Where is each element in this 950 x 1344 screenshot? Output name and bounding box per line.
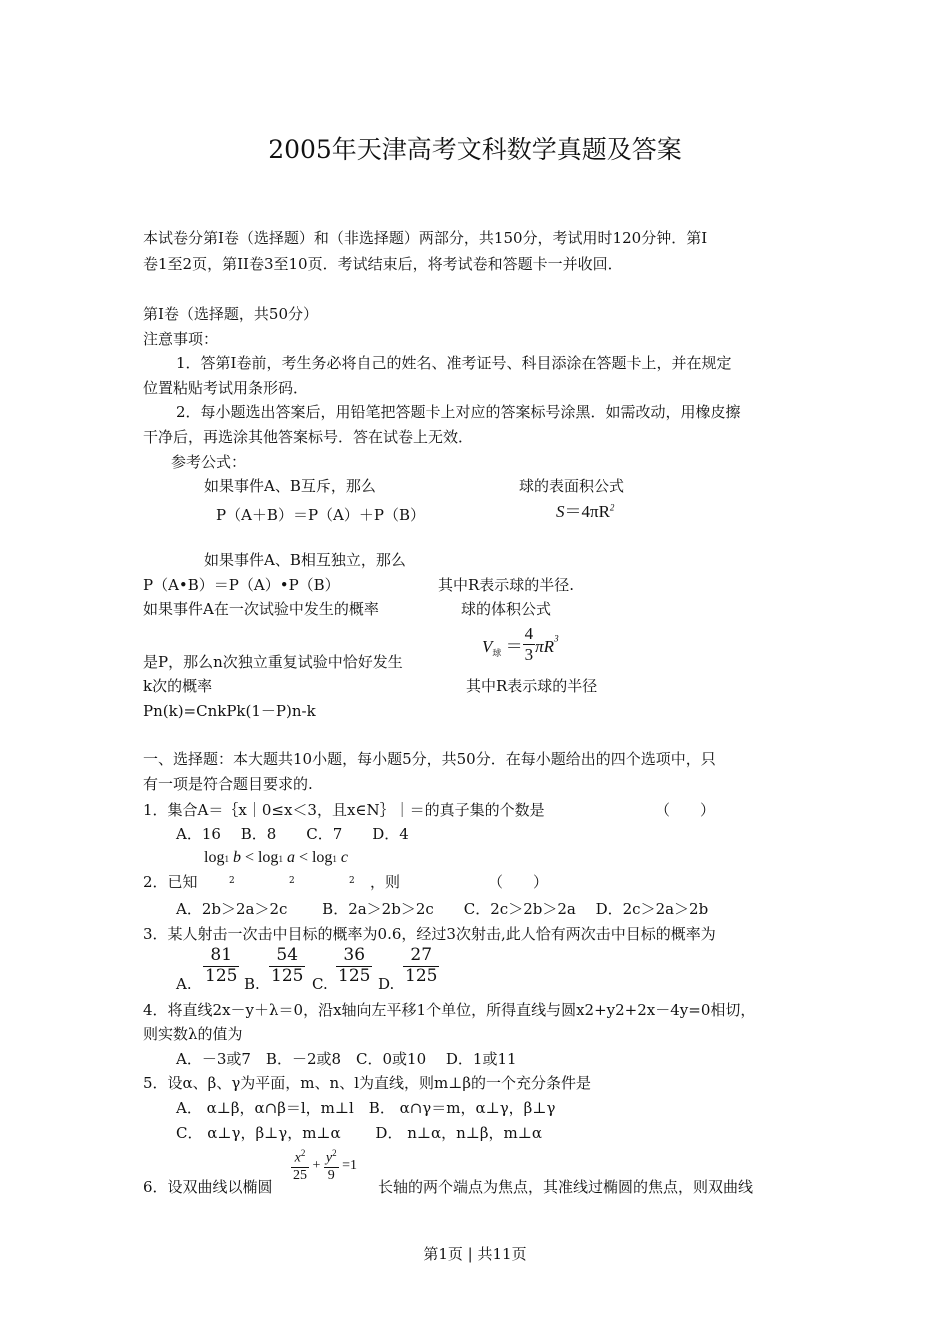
q2-base-den-2: 2	[289, 876, 295, 886]
note-1-line-2: 位置粘贴考试用条形码．	[143, 379, 309, 397]
q3-stem: 3．某人射击一次击中目标的概率为0.6，经过3次射击,此人恰有两次击中目标的概率为	[143, 925, 716, 943]
q6-x: x	[294, 1150, 301, 1166]
q6-stem-b: 长轴的两个端点为焦点，其准线过椭圆的焦点，则双曲线	[378, 1178, 754, 1196]
q3-a-num: 81	[210, 945, 233, 965]
sphere-vol-num: 4	[524, 624, 534, 643]
sphere-vol-fraction	[523, 624, 536, 664]
mutex-formula: P（A＋B）＝P（A）＋P（B）	[216, 506, 425, 524]
q6-y: y	[325, 1150, 333, 1166]
q3-frac-c	[336, 946, 372, 986]
note-2-line-2: 干净后，再选涂其他答案标号．答在试卷上无效．	[143, 428, 474, 446]
radius-note-1: 其中R表示球的半径.	[438, 576, 575, 594]
q3-b-den: 125	[271, 965, 304, 986]
sphere-vol-label: 球的体积公式	[461, 600, 552, 618]
q2-lt-1: <	[244, 849, 254, 866]
q3-opt-c: C.	[312, 975, 328, 993]
section1-line-2: 有一项是符合题目要求的.	[143, 775, 313, 793]
q6-y-exp: 2	[332, 1148, 337, 1158]
q3-c-num: 36	[343, 945, 366, 965]
q2-paren: （ ）	[488, 873, 549, 891]
q6-den-1: 25	[293, 1167, 307, 1183]
q2-base-2: 1	[278, 854, 283, 864]
q4-stem-1: 4．将直线2x－y＋λ＝0，沿x轴向左平移1个单位，所得直线与圆x2+y2+2x－4y=0相切，	[143, 1001, 756, 1019]
q6-x-exp: 2	[300, 1148, 306, 1158]
part1-header: 第Ⅰ卷（选择题，共50分）	[143, 305, 319, 323]
q1-stem-text: 1．集合A＝｛x｜0≤x＜3，且x∈N	[143, 801, 380, 819]
notes-header: 注意事项：	[143, 330, 219, 348]
q3-d-den: 125	[405, 965, 438, 986]
radius-note-2: 其中R表示球的半径	[466, 677, 598, 695]
q3-frac-a	[203, 946, 239, 986]
sphere-vol-eq: ＝	[505, 636, 523, 656]
q3-opt-d: D.	[378, 975, 395, 993]
q6-stem-a: 6．设双曲线以椭圆	[143, 1178, 273, 1196]
note-1-line-1: 1．答第Ⅰ卷前，考生务必将自己的姓名、准考证号、科目添涂在答题卡上，并在规定	[176, 354, 732, 372]
q3-frac-b	[269, 946, 305, 986]
q2-base-den-1: 2	[229, 876, 235, 886]
q5-options-1: A． α⊥β，α∩β＝l，m⊥l B． α∩γ＝m，α⊥γ，β⊥γ	[176, 1099, 556, 1117]
q6-ellipse-equation	[291, 1148, 357, 1184]
q3-frac-d	[403, 946, 439, 986]
q1-stem	[143, 802, 545, 819]
q3-d-num: 27	[410, 945, 433, 965]
q2-log-3: log	[311, 849, 333, 866]
k-times-label: k次的概率	[143, 677, 213, 695]
q6-eq: =1	[342, 1158, 358, 1174]
q2-base-den-3: 2	[349, 876, 355, 886]
page-title: 2005年天津高考文科数学真题及答案	[268, 135, 682, 164]
intro-line-2: 卷1至2页，第II卷3至10页．考试结束后，将考试卷和答题卡一并收回．	[143, 255, 623, 273]
q6-plus: +	[312, 1158, 321, 1174]
once-prob-label: 如果事件A在一次试验中发生的概率	[143, 600, 379, 618]
sphere-area-exp: 2	[609, 502, 615, 513]
q2-var-a: a	[286, 849, 295, 866]
sphere-vol-rhs: πR	[535, 636, 555, 656]
q2-base-1: 1	[224, 854, 229, 864]
q1-stem-end: ｝｜＝的真子集的个数是	[379, 801, 545, 819]
q2-stem: 2．已知	[143, 873, 198, 891]
indep-formula: P（A•B）＝P（A）•P（B）	[143, 576, 340, 594]
q5-stem: 5．设α、β、γ为平面，m、n、l为直线，则m⊥β的一个充分条件是	[143, 1074, 591, 1092]
q2-log-inequality	[204, 849, 348, 867]
sphere-vol-den: 3	[524, 644, 534, 664]
note-2-line-1: 2．每小题选出答案后，用铅笔把答题卡上对应的答案标号涂黑．如需改动，用橡皮擦	[176, 403, 741, 421]
q3-a-den: 125	[205, 965, 238, 986]
q2-base-3: 1	[332, 854, 337, 864]
section1-line-1: 一、选择题：本大题共10小题，每小题5分，共50分．在每小题给出的四个选项中，只	[143, 750, 716, 768]
binomial-formula: Pn(k)=CnkPk(1－P)n-k	[143, 702, 316, 720]
n-trials-label: 是P，那么n次独立重复试验中恰好发生	[143, 653, 403, 671]
sphere-vol-v: V	[482, 636, 493, 656]
sphere-vol-formula	[482, 624, 559, 664]
intro-line-1: 本试卷分第Ⅰ卷（选择题）和（非选择题）两部分，共150分，考试用时120分钟．第Ⅰ	[143, 229, 708, 247]
q2-options: A．2b＞2a＞2c B．2a＞2b＞2c C．2c＞2b＞2a D．2c＞2a＞2b	[176, 900, 709, 918]
mutex-label: 如果事件A、B互斥，那么	[204, 477, 376, 495]
q3-opt-b: B.	[244, 975, 260, 993]
sphere-area-label: 球的表面积公式	[519, 477, 625, 495]
page-footer: 第1页 | 共11页	[423, 1245, 527, 1263]
sphere-area-formula	[556, 502, 614, 522]
q2-log-2: log	[257, 849, 279, 866]
q2-then: ，则	[370, 873, 401, 891]
q3-b-num: 54	[276, 945, 299, 965]
sphere-vol-sub: 球	[492, 647, 502, 658]
q1-options: A．16 B．8 C．7 D．4	[176, 825, 409, 843]
q3-c-den: 125	[338, 965, 371, 986]
q4-options: A．－3或7 B．－2或8 C．0或10 D．1或11	[176, 1050, 517, 1068]
q2-lt-2: <	[298, 849, 308, 866]
q6-den-2: 9	[324, 1167, 339, 1184]
ref-header: 参考公式：	[171, 453, 247, 471]
q2-log-1: log	[204, 849, 225, 866]
q2-var-b: b	[232, 849, 241, 866]
indep-label: 如果事件A、B相互独立，那么	[204, 551, 406, 569]
q2-var-c: c	[340, 849, 349, 866]
q3-opt-a: A.	[176, 975, 192, 993]
sphere-area-rhs: ＝4πR	[564, 502, 610, 521]
q4-stem-2: 则实数λ的值为	[143, 1025, 243, 1043]
sphere-vol-exp: 3	[554, 633, 559, 644]
q1-paren: （ ）	[655, 801, 716, 819]
q5-options-2: C． α⊥γ，β⊥γ，m⊥α D． n⊥α，n⊥β，m⊥α	[176, 1124, 543, 1142]
sphere-area-s: S	[556, 502, 565, 521]
